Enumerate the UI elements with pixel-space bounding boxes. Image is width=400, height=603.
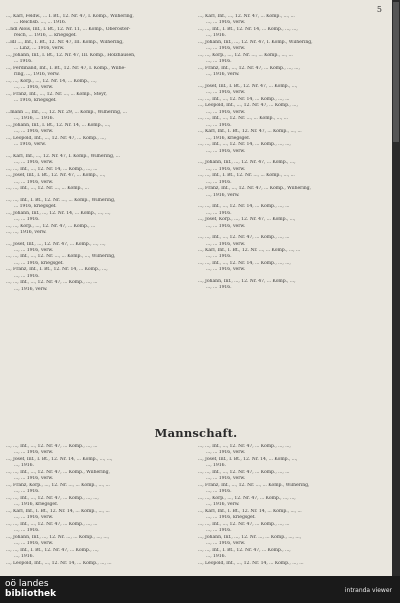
- list-item: ..., Johann, Inf., ..., 12. Nr. ..., ... Komp., ..., ...,: [6, 534, 110, 540]
- list-item: ..., Karl, Inf., ..., 12. Nr. 47, I. Komp., Wilhering, ...: [6, 153, 120, 159]
- list-item: ..., Karl, Inf., ..., 12. Nr. 47, ... Komp., ..., ...: [198, 14, 295, 19]
- list-item: ... 1916, verw.: [14, 142, 47, 148]
- list-item: ..., 1916.: [206, 463, 226, 469]
- list-item: ..., ..., 1916, verw.: [6, 230, 47, 236]
- section-left-column: [6, 444, 192, 567]
- list-item: ... Reichsb. ..., ... 1916.: [14, 20, 67, 26]
- list-item: ..., ... 1916, verw.: [206, 20, 246, 26]
- list-item: ..., Franz, Inf., ..., 12. Nr. 47, ... Komp., Wilhering,: [198, 186, 311, 192]
- list-item: ... 1916.: [14, 59, 33, 65]
- list-item: ..., ..., Inf., ..., 12. Nr. 47, ... Komp., ..., ...: [6, 444, 98, 449]
- list-item: ..., Leopold, Inf., ..., 12. Nr. 47, ... Komp., ...,: [6, 135, 106, 141]
- list-item: ..., ..., Inf., I. Bt., 12. Nr. 14, ... Komp., ..., ...,: [198, 26, 298, 32]
- list-item: ..., Franz, Korp., ..., 12. Nr. ..., ... Komp., ..., ...: [6, 482, 110, 488]
- library-logo[interactable]: [5, 580, 56, 599]
- list-item: ..., Josef, Inf., I. Bt., 12. Nr. 47, ... Komp., ...,: [6, 173, 106, 179]
- list-item: ..., ..., Korp., ..., 12. Nr. 14, ... Komp., ...,: [6, 78, 97, 84]
- list-item: ..., 1916, verw.: [206, 72, 240, 78]
- list-item: ..., ..., Inf., ..., 12. Nr. 47, ... Komp., ..., ...: [198, 521, 290, 527]
- list-item: ..., Johann, Inf., ..., 12. Nr. 47, ... Komp., ...,: [198, 278, 296, 284]
- list-item: ..., ... 1916, verw.: [206, 223, 246, 229]
- list-item: ..., ..., Inf., ..., 12. Nr. 14, ... Komp., ..., ...,: [198, 260, 291, 266]
- list-item: ..., ... 1916, verw.: [14, 160, 54, 166]
- list-item: ..., Franz, Inf., ..., 12. Nr. ..., ... Komp., Steyr,: [6, 91, 107, 97]
- list-item: ..., ..., Inf., ..., 12. Nr. 47, ... Komp., ..., ...: [198, 469, 290, 475]
- list-item: ..., ... 1916, verw.: [14, 541, 54, 547]
- list-item: ..., ..., Inf., ..., 12. Nr. 14, ... Komp., ..., ...: [198, 204, 290, 210]
- list-item: ...ndl Alois, Inf., I. Bt., 12. Nr. 11, ... Komp., Oberöster-: [6, 26, 131, 32]
- scrollbar-thumb[interactable]: [393, 2, 399, 142]
- list-item: ..., ... 1916, verw.: [14, 247, 54, 253]
- list-item: ..., Franz, Inf., ..., 12. Nr. 47, ... Komp., ..., ...,: [198, 65, 300, 71]
- list-item: ..., ... 1916.: [14, 528, 40, 534]
- list-item: ..., ..., Korp., ..., 12. Nr. 47, ... Komp., ...: [6, 223, 96, 229]
- list-item: ..., ... 1916.: [206, 489, 232, 495]
- list-item: ..., ... 1916, verw.: [206, 166, 246, 172]
- list-item: ..., Karl, Inf., I. Bt., 12. Nr. 47, ... Komp., ..., ...: [198, 129, 302, 135]
- list-item: ..., ... 1916, verw.: [14, 450, 54, 456]
- list-item: ..., ... 1916.: [206, 210, 232, 216]
- list-item: ..., ... 1916, verw.: [206, 267, 246, 273]
- list-item: ..., ..., Inf., ..., 12. Nr. 14, ... Komp., ..., ...: [198, 96, 290, 102]
- list-item: ..., ... 1916, verw.: [206, 46, 246, 52]
- logo-line-2: bibliothek: [5, 588, 57, 599]
- list-item: ..., Josef, Inf., I. Bt., 12. Nr. 47, ... Komp., ...,: [198, 83, 298, 89]
- list-item: ..., Ferdinand, Inf., I. Bt., 12. Nr. 47, I. Komp., Wilhe-: [6, 65, 126, 71]
- list-item: ..., Johann, Inf., ..., 12. Nr. 47, I. Komp., Wilhering,: [198, 39, 313, 45]
- list-item: ..., Karl, Inf., I. Bt., 12. Nr. 14, ... Komp., ..., ...: [6, 508, 110, 514]
- list-item: ..., ..., Inf., ..., 12. Nr. 47, ... Komp., Wilhering,: [6, 469, 110, 475]
- section-right-column: [198, 444, 384, 567]
- list-item: ..., ... 1916, verw.: [14, 179, 54, 185]
- right-column: [198, 14, 384, 292]
- list-item: ..., 1916, kriegsgef.: [206, 135, 250, 141]
- list-item: ..., Leopold, Inf., ..., 12. Nr. 14, ... Komp., ..., ...: [198, 560, 304, 566]
- list-item: ... 1916, kriegsgef.: [14, 98, 57, 104]
- list-item: ..., ... 1916, verw.: [206, 148, 246, 154]
- list-item: ..., Leopold, Inf., ..., 12. Nr. 14, ... Komp., ..., ...: [6, 560, 112, 566]
- list-item: reich, ... 1916, ... kriegsgef.: [14, 33, 77, 39]
- list-item: ... Linz, ... 1916, verw.: [14, 46, 65, 52]
- list-item: ..., ..., Inf., ..., 12. Nr. ..., ... Komp., ..., ...: [198, 116, 288, 122]
- list-item: ..., Franz, Inf., I. Bt., 12. Nr. 14, ... Komp., ...,: [6, 267, 108, 273]
- list-item: ..., ... 1916.: [14, 489, 40, 495]
- list-item: ..., ... 1916.: [206, 285, 232, 291]
- list-item: ..., ..., Inf., I. Bt., 12. Nr. ..., ... Komp., ..., ...: [198, 173, 295, 179]
- list-item: ..., Josef, Inf., I. Bt., 12. Nr. 14, ... Komp., ...,: [198, 456, 298, 462]
- page-number: 5: [376, 5, 382, 14]
- list-item: ..., ... 1916, verw.: [14, 129, 54, 135]
- list-item: ..., ... 1916, verw.: [14, 85, 54, 91]
- list-item: ..., ... 1916, kriegsgef.: [14, 260, 64, 266]
- list-item: ..., ..., Inf., ..., 12. Nr. 47, ... Komp., ..., ...: [198, 235, 290, 241]
- list-item: ..., ..., Inf., ..., 12. Nr. 47, ... Komp., ..., ...: [6, 280, 98, 286]
- list-item: ..., Karl, Inf., I. Bt., 12. Nr. 14, ... Komp., ..., ...: [198, 508, 302, 514]
- list-item: ...ldl ..., Inf., I. Bt., 12. Nr. 47, III. Komp., Wilhering,: [6, 39, 124, 45]
- list-item: ..., ... 1916, kriegsgef.: [206, 515, 256, 521]
- list-item: ..., Johann, Inf., ..., 12. Nr. 47, ... Komp., ...,: [198, 160, 296, 166]
- list-item: ..., ... 1916.: [206, 59, 232, 65]
- list-item: ..., ... 1916.: [206, 122, 232, 128]
- list-item: ..., 1916.: [206, 554, 226, 560]
- list-item: ..., Josef, Inf., ..., 12. Nr. 47, ... Komp., ..., ...,: [6, 241, 106, 247]
- list-item: ..., ..., Inf., ..., 12. Nr. ..., ... Komp., ..., Wilhering,: [6, 254, 116, 260]
- list-item: ..., ... 1916.: [206, 254, 232, 260]
- logo-line-1: oö landes: [5, 579, 49, 589]
- list-item: ..., Franz, Inf., ..., 12. Nr. ..., ... Komp., Wilhering,: [198, 482, 310, 488]
- list-item: ..., ..., Inf., ..., 12. Nr. 14, ... Komp., ..., ...,: [198, 142, 291, 148]
- list-item: ..., ... 1916.: [206, 528, 232, 534]
- list-item: ..., ..., Inf., ..., 12. Nr. ..., ... Komp., ...: [6, 186, 89, 192]
- list-item: ..., Leopold, Inf., ..., 12. Nr. 47, ... Komp., ...,: [198, 103, 298, 109]
- list-item: ..., ..., Inf., ..., 12. Nr. 47, ... Komp., ..., ...: [6, 521, 98, 527]
- list-item: ... 1916, kriegsgef.: [14, 204, 57, 210]
- list-item: ..., ... 1916, verw.: [14, 476, 54, 482]
- list-item: ..., ... 1916, verw.: [206, 90, 246, 96]
- list-item: ..., ... 1916, verw.: [206, 476, 246, 482]
- list-item: ..., ..., Inf., I. Bt., 12. Nr. 47, ... Komp., ...,: [6, 547, 99, 553]
- list-item: ..., Johann, Inf., I. Bt., 12. Nr. 47, III. Komp., Holzhausen,: [6, 52, 136, 58]
- list-item: ..., ..., Inf., ..., 12. Nr. 47, ... Komp., ..., ...,: [6, 495, 99, 501]
- list-item: ..., 1916.: [14, 554, 34, 560]
- list-item: ..., ..., Inf., ..., 12. Nr. 14, ... Komp., ..., ...: [6, 166, 98, 172]
- list-item: ..., ... 1916, verw.: [206, 450, 246, 456]
- list-item: ..., 1916, verw.: [206, 192, 240, 198]
- list-item: ..., 1916.: [206, 33, 226, 39]
- list-item: ..., 1916, verw.: [206, 502, 240, 508]
- list-item: ..., ..., Korp., ..., 12. Nr. 47, ... Komp., ..., ...,: [198, 495, 296, 501]
- list-item: ..., ... 1916.: [206, 179, 232, 185]
- list-item: ..., ... 1916.: [14, 273, 40, 279]
- list-item: ..., 1916.: [14, 463, 34, 469]
- list-item: ..., Josef, Inf., I. Bt., 12. Nr. 14, ... Komp., ..., ...,: [6, 456, 113, 462]
- list-item: ...mann ..., Inf., ..., 12. Nr. 29, ... Komp., Wilhering, ...: [6, 109, 127, 115]
- list-item: ..., ... 1916, verw.: [206, 241, 246, 247]
- section-heading: Mannschaft.: [154, 426, 238, 440]
- list-item: ..., Karl, Feldw., ... I. Bt., 12. Nr. 47, I. Komp., Wilhering,: [6, 14, 134, 19]
- list-item: ..., Josef, Korp., ..., 12. Nr. 47, ... Komp., ...,: [198, 217, 296, 223]
- list-item: ..., ..., Inf., ..., 12. Nr. 47, ... Komp., ..., ...,: [198, 444, 291, 449]
- list-item: ..., ... 1916, verw.: [206, 109, 246, 115]
- list-item: ..., Johann, Inf., I. Bt., 12. Nr. 14, ... Komp., ...,: [6, 122, 111, 128]
- list-item: ring, ..., 1916, verw.: [14, 72, 60, 78]
- list-item: ..., Johann, Inf., ..., 12. Nr. ..., ... Komp., ..., ...,: [198, 534, 302, 540]
- list-item: ..., ... 1916.: [14, 217, 40, 223]
- viewer-footer: [0, 576, 400, 603]
- viewer-label[interactable]: intranda viewer: [344, 587, 392, 594]
- list-item: ..., ..., Inf., I. Bt., 12. Nr. ..., ... Komp., Wilhering,: [6, 197, 116, 203]
- list-item: ..., 1916, ... 1916.: [14, 116, 54, 122]
- list-item: ..., Karl, Inf., I. Bt., 12. Nr. ..., ... Komp., ..., ...: [198, 247, 301, 253]
- left-column: [6, 14, 192, 293]
- list-item: ..., 1916, kriegsgef.: [14, 502, 58, 508]
- list-item: ..., Johann, Inf., ..., 12. Nr. 14, ... Komp., ..., ...,: [6, 210, 111, 216]
- list-item: ..., ... 1916, verw.: [206, 541, 246, 547]
- vertical-scrollbar[interactable]: [392, 0, 400, 576]
- list-item: ..., ..., Korp., ..., 12. Nr. ..., ... Komp., ..., ...: [198, 52, 293, 58]
- list-item: ..., ... 1916, verw.: [14, 515, 54, 521]
- list-item: ..., ..., Inf., I. Bt., 12. Nr. 47, ... Komp., ...,: [198, 547, 291, 553]
- list-item: ..., 1916, verw.: [14, 286, 48, 292]
